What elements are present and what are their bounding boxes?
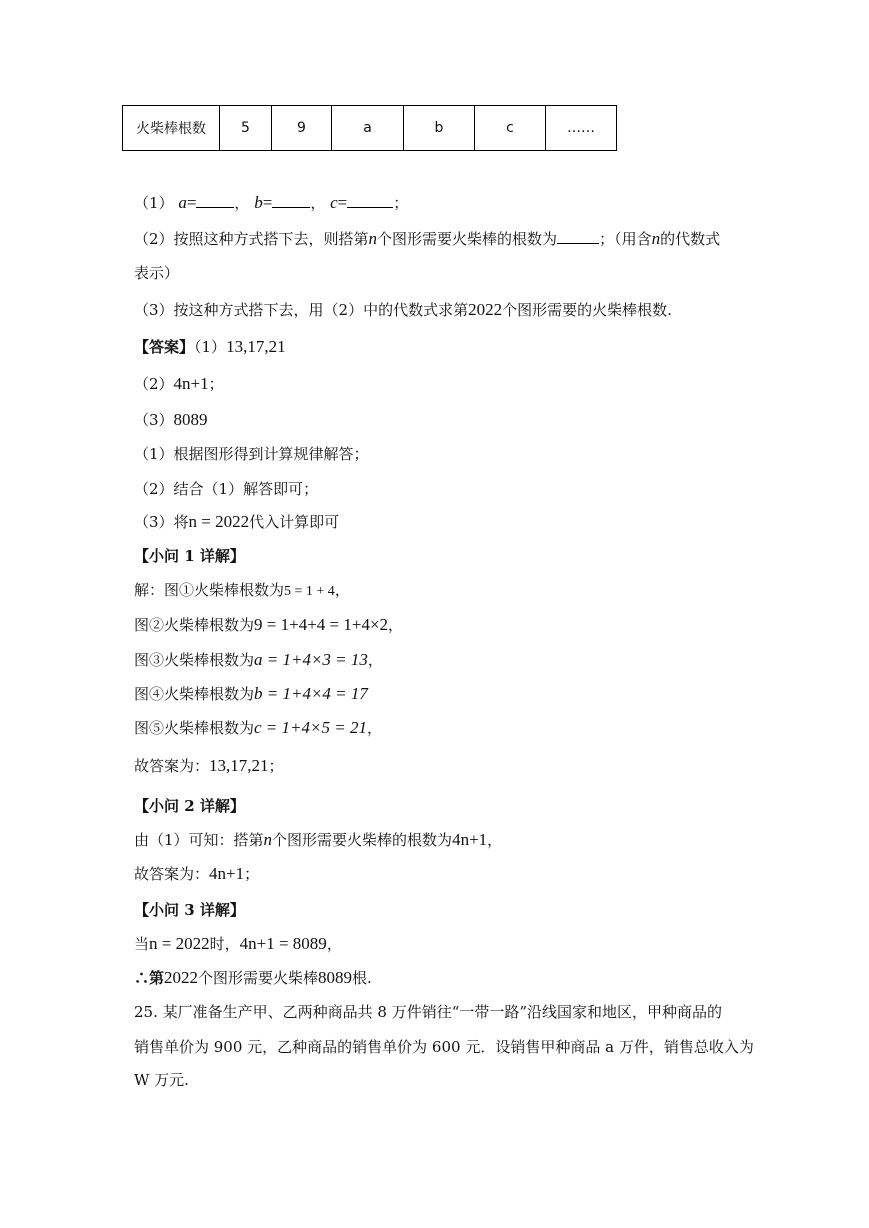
math-expression: 8089 — [318, 968, 353, 987]
answer-line-3 — [134, 410, 208, 430]
separator: ； — [268, 757, 284, 775]
step-text: 当 — [134, 935, 150, 953]
question-2 — [134, 229, 720, 249]
answer-value: 13,17,21 — [226, 337, 286, 356]
detail-1-step-5 — [134, 718, 382, 738]
answer-blank-c — [347, 193, 393, 208]
question-text: 的代数式 — [660, 230, 721, 248]
detail-1-step-2 — [134, 615, 403, 635]
answer-value: 4n+1 — [173, 374, 209, 393]
step-text: 时， — [209, 935, 240, 953]
question-25-line-1: 25. 某厂准备生产甲、乙两种商品共 8 万件销往“一带一路”沿线国家和地区，甲种商品的 — [134, 1003, 723, 1021]
matchstick-table — [122, 105, 617, 151]
step-text: 图②火柴棒根数为 — [134, 616, 255, 634]
separator: ， — [366, 719, 382, 737]
answer-value: 8089 — [173, 410, 208, 429]
question-3 — [134, 300, 672, 320]
separator: ， — [334, 581, 350, 599]
math-expression: n = 2022 — [188, 512, 250, 531]
separator: ， — [367, 651, 383, 669]
var-n: n — [263, 830, 273, 849]
detail-3-step-2 — [134, 968, 372, 988]
separator: ； — [244, 865, 260, 883]
question-25-line-3: W 万元. — [134, 1071, 189, 1089]
step-text: 个图形需要火柴棒的根数为 — [272, 831, 453, 849]
separator: ， — [388, 616, 404, 634]
question-2-cont: 表示） — [134, 264, 180, 282]
detail-1-step-4 — [134, 684, 368, 704]
question-number: （1） — [134, 194, 174, 212]
detail-1-answer — [134, 756, 284, 776]
table-header-cell: 火柴棒根数 — [123, 106, 220, 151]
detail-3-step-1 — [134, 934, 342, 954]
step-text: 图④火柴棒根数为 — [134, 685, 255, 703]
step-text: 图⑤火柴棒根数为 — [134, 719, 255, 737]
table-row — [123, 106, 617, 151]
var-a: a — [178, 193, 187, 212]
answer-number: （1） — [194, 338, 227, 356]
question-text: ；（用含 — [599, 230, 652, 248]
detail-3-title: 【小问 3 详解】 — [134, 901, 245, 919]
question-text: 个图形需要的火柴棒根数. — [502, 301, 672, 319]
table-cell: a — [332, 106, 404, 151]
var-n: n — [368, 229, 378, 248]
analysis-text: 代入计算即可 — [249, 513, 340, 531]
table-cell: …… — [546, 106, 617, 151]
separator: ， — [326, 935, 342, 953]
analysis-text: （3）将 — [134, 513, 189, 531]
step-text: 根. — [352, 969, 372, 987]
separator: ， — [234, 194, 250, 212]
equals-sign: = — [186, 193, 197, 212]
question-1 — [134, 193, 408, 213]
detail-1-step-3 — [134, 650, 383, 670]
var-b: b — [254, 193, 263, 212]
var-c: c — [330, 193, 338, 212]
equals-sign: = — [337, 193, 348, 212]
question-text: （3）按这种方式搭下去，用（2）中的代数式求第 — [134, 301, 469, 319]
answer-blank-b — [272, 193, 310, 208]
question-25-line-2: 销售单价为 900 元，乙种商品的销售单价为 600 元．设销售甲种商品 a 万件，销售总收入为 — [134, 1038, 754, 1056]
year-value: 2022 — [468, 300, 503, 319]
answer-line-1 — [134, 337, 286, 357]
analysis-line-2: （2）结合（1）解答即可； — [134, 480, 319, 498]
answer-number: （3） — [134, 411, 174, 429]
question-text: （2）按照这种方式搭下去，则搭第 — [134, 230, 369, 248]
detail-1-title: 【小问 1 详解】 — [134, 547, 245, 565]
answer-blank — [557, 229, 599, 244]
analysis-line-3 — [134, 512, 339, 532]
table-cell: c — [475, 106, 546, 151]
math-expression: a = 1+4×3 = 13 — [254, 650, 368, 669]
math-expression: b = 1+4×4 = 17 — [254, 684, 368, 703]
math-expression: 4n+1 = 8089 — [239, 934, 327, 953]
math-expression: 13,17,21 — [209, 756, 269, 775]
detail-1-step-1 — [134, 580, 350, 602]
separator: ； — [393, 194, 409, 212]
year-value: 2022 — [164, 968, 199, 987]
var-n: n — [651, 229, 661, 248]
answer-line-2 — [134, 374, 224, 394]
equals-sign: = — [262, 193, 273, 212]
separator: ， — [310, 194, 326, 212]
step-text: 由（1）可知：搭第 — [134, 831, 264, 849]
detail-2-step-1 — [134, 830, 502, 850]
separator: ； — [208, 375, 224, 393]
table-cell: b — [404, 106, 475, 151]
step-text: 故答案为： — [134, 757, 210, 775]
math-expression: 4n+1 — [452, 830, 488, 849]
step-text: 故答案为： — [134, 865, 210, 883]
analysis-line-1: （1）根据图形得到计算规律解答； — [134, 445, 369, 463]
step-text: 个图形需要火柴棒 — [198, 969, 319, 987]
math-expression: 9 = 1+4+4 = 1+4×2 — [254, 615, 389, 634]
table-cell: 9 — [272, 106, 332, 151]
step-text: 解：图①火柴棒根数为 — [134, 581, 285, 599]
separator: ， — [487, 831, 503, 849]
math-expression: c = 1+4×5 = 21 — [254, 718, 367, 737]
answer-label: 【答案】 — [134, 338, 195, 356]
step-text: ∴第 — [134, 969, 165, 987]
step-text: 图③火柴棒根数为 — [134, 651, 255, 669]
table-cell: 5 — [220, 106, 272, 151]
math-expression: 5 = 1 + 4 — [284, 584, 335, 599]
math-expression: 4n+1 — [209, 864, 245, 883]
question-text: 个图形需要火柴棒的根数为 — [377, 230, 558, 248]
answer-blank-a — [196, 193, 234, 208]
detail-2-title: 【小问 2 详解】 — [134, 797, 245, 815]
math-expression: n = 2022 — [149, 934, 210, 953]
detail-2-answer — [134, 864, 259, 884]
answer-number: （2） — [134, 375, 174, 393]
